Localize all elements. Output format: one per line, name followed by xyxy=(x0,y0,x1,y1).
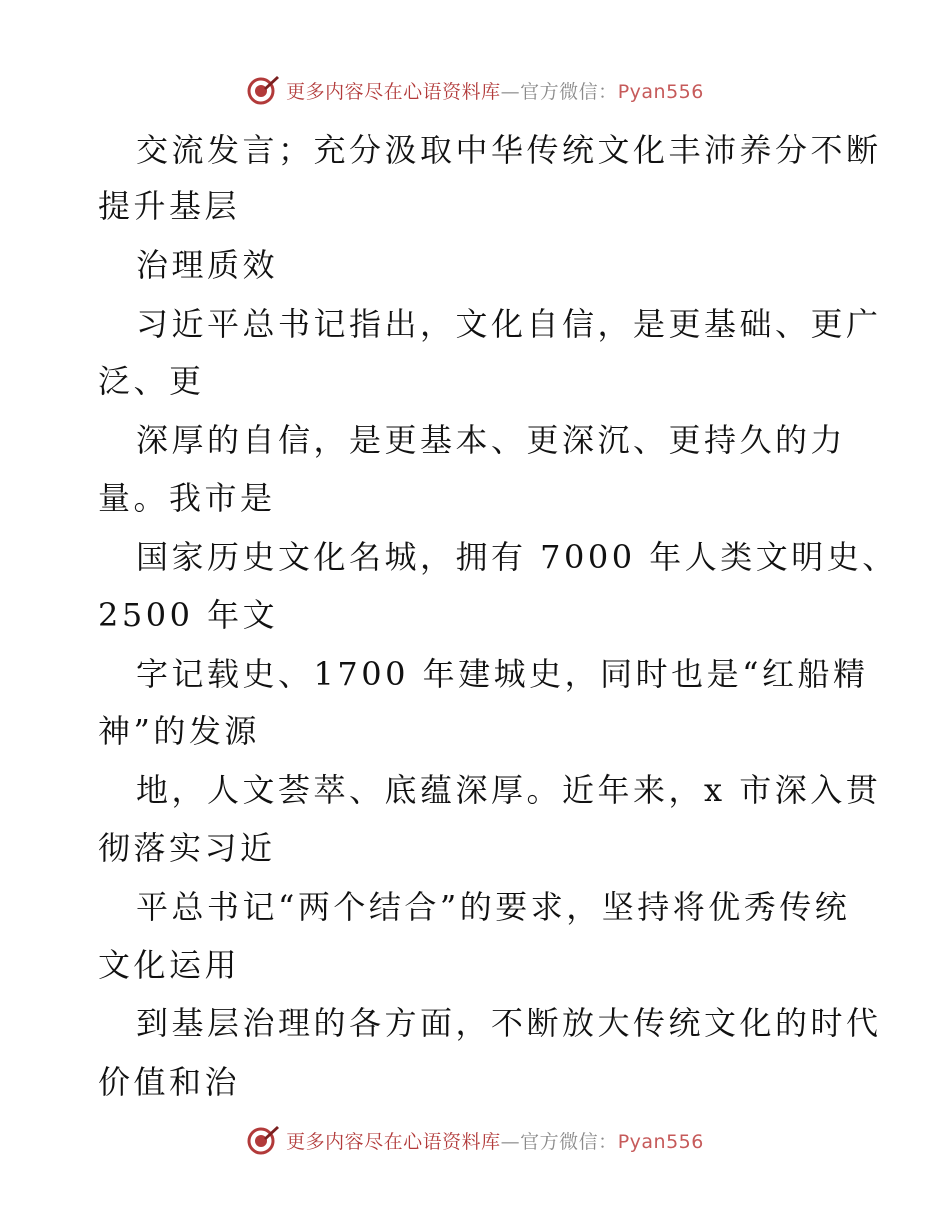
text-line: 泛、更 xyxy=(98,362,205,400)
text-line: 神”的发源 xyxy=(98,712,260,750)
watermark-id: Pyan556 xyxy=(617,80,704,103)
watermark-id: Pyan556 xyxy=(617,1130,704,1153)
watermark-dash: — xyxy=(500,80,521,103)
watermark-main: 更多内容尽在心语资料库 xyxy=(286,1130,501,1153)
text-line: 2500 年文 xyxy=(98,596,279,634)
watermark-official: 官方微信： xyxy=(520,80,618,103)
watermark-official: 官方微信： xyxy=(520,1130,618,1153)
text-line: 字记载史、1700 年建城史，同时也是“红船精 xyxy=(136,655,869,693)
text-line: 习近平总书记指出，文化自信，是更基础、更广 xyxy=(136,305,882,343)
text-line: 文化运用 xyxy=(98,946,241,984)
pen-circle-logo-icon xyxy=(246,1123,280,1157)
text-line: 价值和治 xyxy=(98,1063,241,1101)
footer-watermark xyxy=(0,1120,950,1160)
watermark-text xyxy=(286,1127,704,1154)
text-line: 提升基层 xyxy=(98,187,241,225)
text-line: 国家历史文化名城，拥有 7000 年人类文明史、 xyxy=(136,538,898,576)
text-line: 地，人文荟萃、底蕴深厚。近年来，x 市深入贯 xyxy=(136,771,882,809)
text-line: 平总书记“两个结合”的要求，坚持将优秀传统 xyxy=(136,888,851,926)
watermark-dash: — xyxy=(500,1130,521,1153)
text-line: 量。我市是 xyxy=(98,479,276,517)
watermark-main: 更多内容尽在心语资料库 xyxy=(286,80,501,103)
text-line: 到基层治理的各方面，不断放大传统文化的时代 xyxy=(136,1004,882,1042)
text-line: 深厚的自信，是更基本、更深沉、更持久的力 xyxy=(136,421,847,459)
header-watermark xyxy=(0,70,950,110)
text-line: 交流发言；充分汲取中华传统文化丰沛养分不断 xyxy=(136,131,882,169)
pen-circle-logo-icon xyxy=(246,73,280,107)
watermark-text xyxy=(286,77,704,104)
text-line: 彻落实习近 xyxy=(98,829,276,867)
text-line: 治理质效 xyxy=(136,246,279,284)
